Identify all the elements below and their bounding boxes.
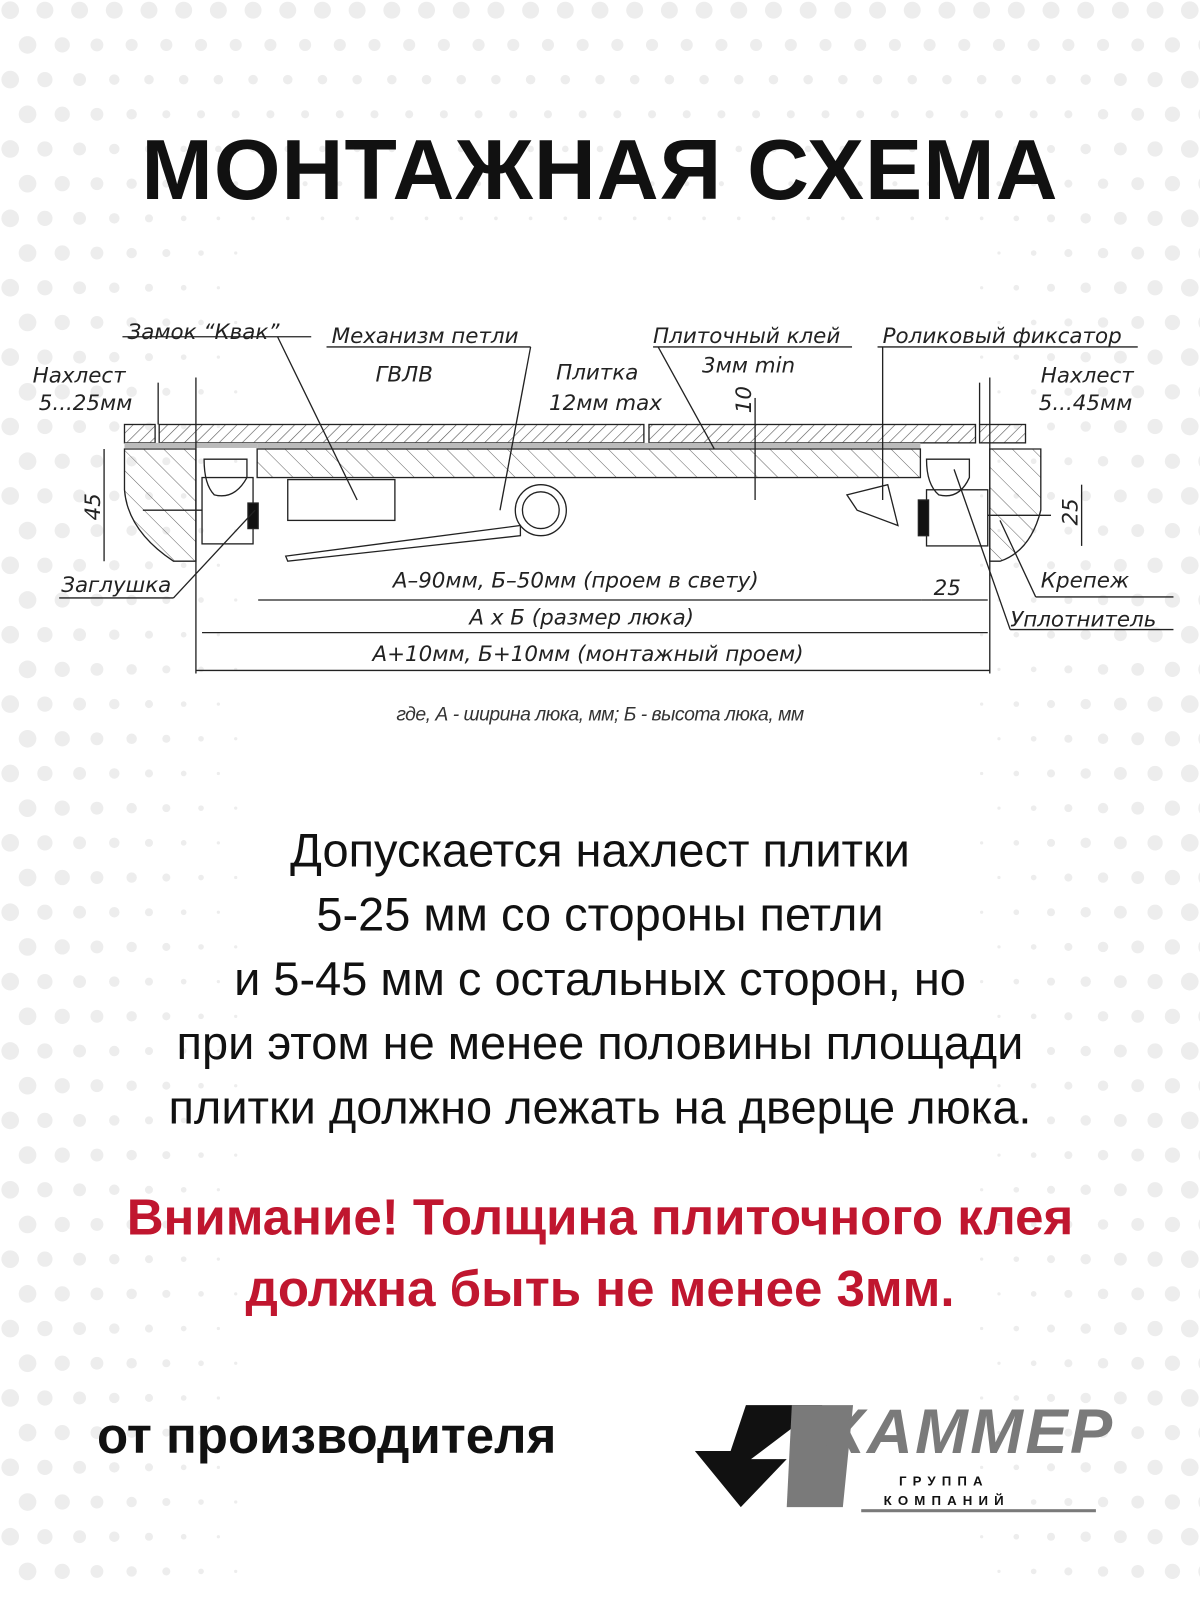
label-overlap-left: Нахлест	[32, 363, 126, 389]
label-overlap-right: Нахлест	[1040, 363, 1134, 389]
wall-left	[124, 449, 195, 561]
tile-mid	[649, 424, 976, 442]
body-line: при этом не менее половины площади	[176, 1016, 1024, 1070]
label-glue: Плиточный клей	[653, 323, 841, 349]
tile-left	[124, 424, 155, 442]
dim-mount-opening: А+10мм, Б+10мм (монтажный проем)	[372, 642, 804, 668]
label-gvlv: ГВЛВ	[375, 362, 433, 388]
dim-25-right: 25	[1058, 498, 1084, 526]
maker-text: от производителя	[96, 1407, 557, 1465]
body-line: плитки должно лежать на дверце люка.	[168, 1080, 1032, 1134]
label-seal: Уплотнитель	[1010, 607, 1157, 633]
body-line: и 5-45 мм с остальных сторон, но	[234, 952, 966, 1006]
warning-text	[0, 1182, 1200, 1325]
label-tile-max: 12мм max	[548, 391, 662, 417]
label-roller: Роликовый фиксатор	[882, 323, 1122, 349]
warning-line: должна быть не менее 3мм.	[245, 1260, 955, 1318]
hammer-logo	[690, 1400, 1119, 1514]
label-plug: Заглушка	[61, 572, 172, 598]
dim-clear-opening: А–90мм, Б–50мм (проем в свету)	[392, 568, 759, 594]
dim-25-bottom: 25	[933, 575, 961, 601]
wall-right	[990, 449, 1041, 561]
gvlv-panel	[257, 449, 920, 478]
overlap-text	[0, 818, 1200, 1139]
body-line: Допускается нахлест плитки	[290, 823, 910, 877]
tile-main	[159, 424, 644, 442]
label-overlap-left-value: 5...25мм	[38, 391, 133, 417]
label-hinge: Механизм петли	[331, 323, 519, 349]
label-tile: Плитка	[556, 360, 639, 386]
dim-10: 10	[732, 386, 758, 414]
dim-45: 45	[80, 493, 106, 521]
label-overlap-right-value: 5...45мм	[1038, 391, 1133, 417]
label-fastener: Крепеж	[1040, 568, 1130, 594]
tile-right	[980, 424, 1026, 442]
logo-sub1: ГРУППА	[898, 1473, 989, 1489]
logo-sub2: КОМПАНИЙ	[883, 1493, 1010, 1509]
label-lock: Замок “Квак”	[127, 319, 280, 345]
installation-diagram	[20, 306, 1200, 694]
diagram-legend: где, А - ширина люка, мм; Б - высота люка, мм	[396, 704, 804, 726]
logo-name: ХАММЕР	[822, 1399, 1109, 1468]
dim-hatch-size: А х Б (размер люка)	[469, 605, 695, 631]
page-title: МОНТАЖНАЯ СХЕМА	[141, 121, 1059, 218]
warning-line: Внимание! Толщина плиточного клея	[126, 1188, 1074, 1246]
body-line: 5-25 мм со стороны петли	[316, 887, 884, 941]
label-glue-min: 3мм min	[702, 353, 796, 379]
